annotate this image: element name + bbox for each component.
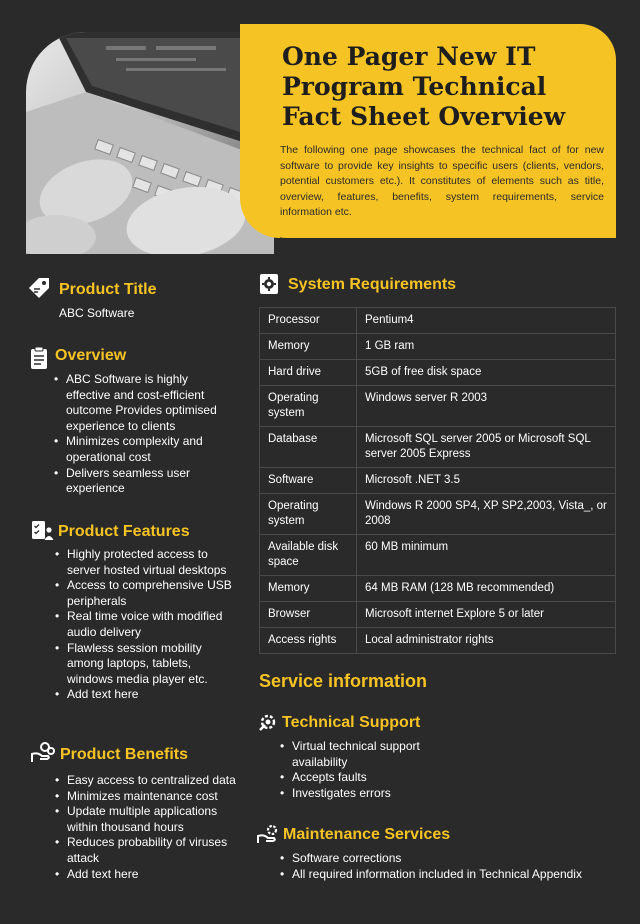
table-row xyxy=(260,308,616,334)
requirement-value: Local administrator rights xyxy=(357,628,616,654)
list-item: • Flawless session mobility among laptops, tablets, windows media player etc. xyxy=(55,641,235,688)
list-item: • Add text here xyxy=(55,867,245,883)
requirement-key: Software xyxy=(260,468,357,494)
technical-support-heading: Technical Support xyxy=(282,714,421,731)
maintenance-list xyxy=(280,851,610,882)
requirement-value: Windows server R 2003 xyxy=(357,386,616,427)
requirement-value: Microsoft .NET 3.5 xyxy=(357,468,616,494)
settings-document-icon xyxy=(259,273,279,300)
list-item: • All required information included in Technical Appendix xyxy=(280,867,610,883)
list-item: • Highly protected access to server hosted virtual desktops xyxy=(55,547,235,578)
requirement-key: Browser xyxy=(260,602,357,628)
laptop-photo xyxy=(26,32,274,254)
table-row xyxy=(260,628,616,654)
requirement-value: Pentium4 xyxy=(357,308,616,334)
requirement-value: Microsoft SQL server 2005 or Microsoft SQL server 2005 Express xyxy=(357,427,616,468)
list-item: • Access to comprehensive USB peripherals xyxy=(55,578,235,609)
hand-coins-icon xyxy=(30,740,56,769)
requirement-key: Operating system xyxy=(260,386,357,427)
features-list xyxy=(55,547,235,703)
list-item: • Easy access to centralized data xyxy=(55,773,245,789)
table-row xyxy=(260,427,616,468)
clipboard-icon xyxy=(28,346,50,375)
requirement-value: 60 MB minimum xyxy=(357,535,616,576)
product-title-value: ABC Software xyxy=(59,306,135,320)
table-row xyxy=(260,602,616,628)
requirements-table xyxy=(259,307,616,654)
page-title: One Pager New IT Program Technical Fact Sheet Overview xyxy=(282,42,566,131)
requirement-key: Access rights xyxy=(260,628,357,654)
requirement-value: Windows R 2000 SP4, XP SP2,2003, Vista_, or 2008 xyxy=(357,494,616,535)
list-item: • Real time voice with modified audio delivery xyxy=(55,609,235,640)
list-item: • Investigates errors xyxy=(280,786,440,802)
product-features-heading: Product Features xyxy=(58,523,190,540)
requirement-key: Processor xyxy=(260,308,357,334)
list-item: • Accepts faults xyxy=(280,770,440,786)
table-row xyxy=(260,334,616,360)
requirement-value: 1 GB ram xyxy=(357,334,616,360)
requirement-key: Hard drive xyxy=(260,360,357,386)
requirement-value: Microsoft internet Explore 5 or later xyxy=(357,602,616,628)
hand-gear-icon xyxy=(257,823,281,850)
overview-heading: Overview xyxy=(55,347,127,364)
list-item: • Virtual technical support availability xyxy=(280,739,440,770)
price-tag-icon xyxy=(26,275,52,306)
table-row xyxy=(260,360,616,386)
table-row xyxy=(260,386,616,427)
requirement-key: Operating system xyxy=(260,494,357,535)
technical-support-list xyxy=(280,739,440,801)
list-item: • ABC Software is highly effective and cost-efficient outcome Provides optimised experience to clients xyxy=(54,372,228,434)
requirement-value: 64 MB RAM (128 MB recommended) xyxy=(357,576,616,602)
header-banner-curve xyxy=(240,24,280,238)
list-item: • Software corrections xyxy=(280,851,610,867)
maintenance-services-heading: Maintenance Services xyxy=(283,826,451,843)
list-item: • Minimizes maintenance cost xyxy=(55,789,245,805)
intro-text: The following one page showcases the technical fact of for new software to provide key insights to specific users (clients, vendors, potential customers etc.). It constitutes of elements such as title, overview, features, benefits, system requirements, service information etc. xyxy=(280,144,604,218)
list-item: • Update multiple applications within thousand hours xyxy=(55,804,245,835)
table-row xyxy=(260,576,616,602)
requirement-key: Memory xyxy=(260,576,357,602)
requirement-key: Memory xyxy=(260,334,357,360)
table-row xyxy=(260,494,616,535)
list-item: • Minimizes complexity and operational cost xyxy=(54,434,228,465)
product-title-heading: Product Title xyxy=(59,281,157,298)
overview-list xyxy=(54,372,228,497)
list-item: • Delivers seamless user experience xyxy=(54,466,228,497)
requirement-key: Available disk space xyxy=(260,535,357,576)
table-row xyxy=(260,535,616,576)
checklist-person-icon xyxy=(30,518,54,547)
list-item: • Add text here xyxy=(55,687,235,703)
requirement-value: 5GB of free disk space xyxy=(357,360,616,386)
service-information-heading: Service information xyxy=(259,671,428,691)
product-benefits-heading: Product Benefits xyxy=(60,746,189,763)
table-row xyxy=(260,468,616,494)
system-requirements-heading: System Requirements xyxy=(288,276,457,293)
gear-wrench-icon xyxy=(257,711,279,738)
benefits-list xyxy=(55,773,245,882)
list-item: • Reduces probability of viruses attack xyxy=(55,835,245,866)
requirement-key: Database xyxy=(260,427,357,468)
